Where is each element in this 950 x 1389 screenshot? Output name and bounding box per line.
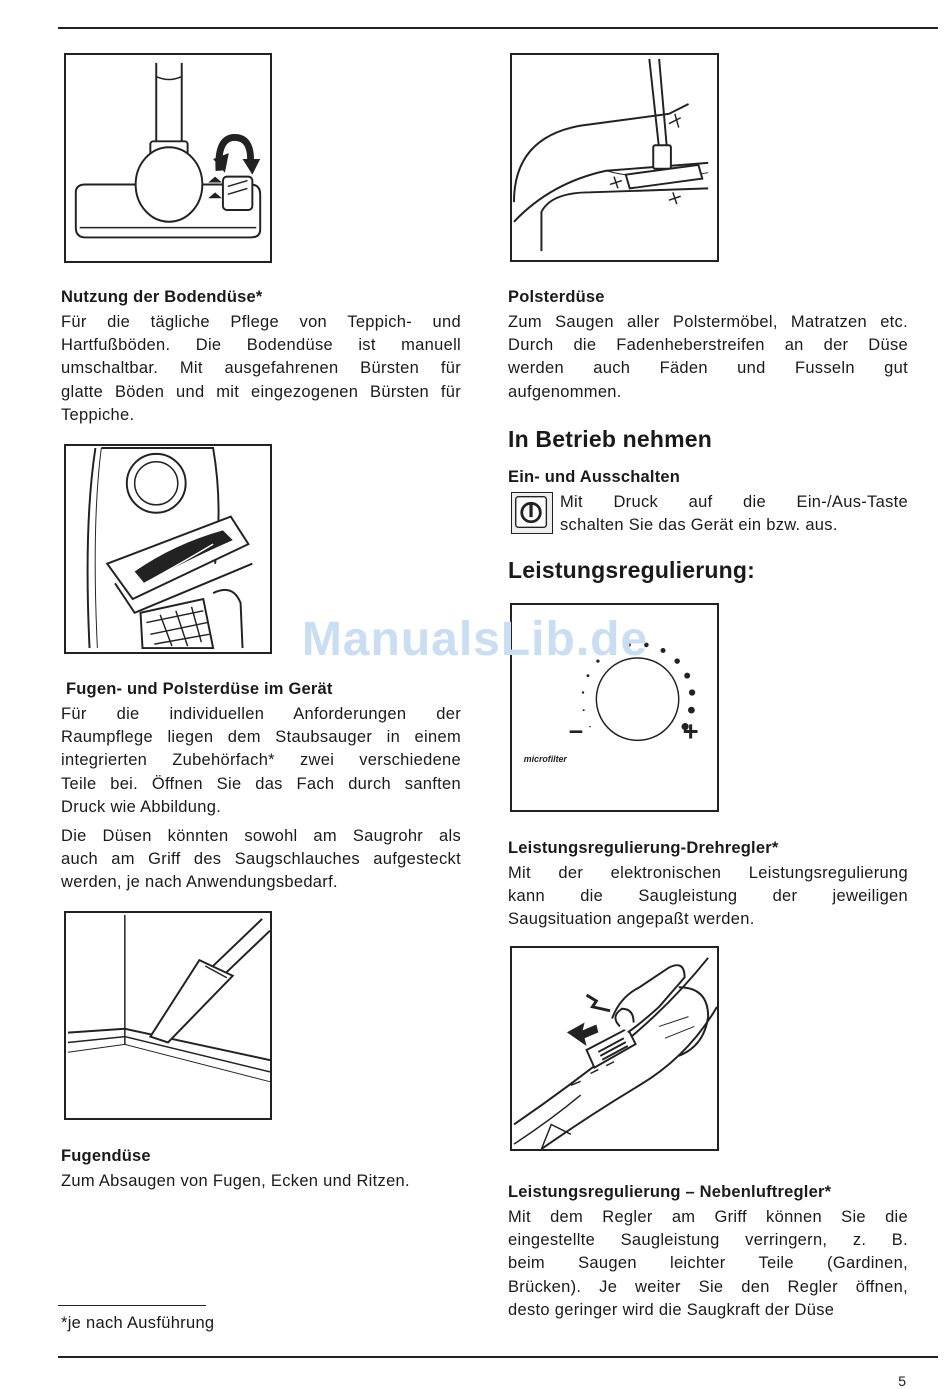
dial-heading: Leistungsregulierung-Drehregler* bbox=[508, 839, 779, 857]
text-line: Für die individuellen Anforderungen der bbox=[61, 705, 461, 723]
crevice-heading: Fugendüse bbox=[61, 1147, 151, 1165]
handle-regulator-illustration bbox=[510, 946, 719, 1151]
text-line: auch am Griff des Saugschlauches aufgesteckt bbox=[61, 850, 461, 869]
text-line: Für die tägliche Pflege von Teppich- und bbox=[61, 313, 461, 331]
power-switch-text bbox=[560, 491, 908, 537]
text-line: aufgenommen. bbox=[508, 382, 622, 401]
power-icon bbox=[511, 492, 553, 534]
dial-dot bbox=[684, 673, 690, 679]
dial-dot bbox=[582, 691, 584, 693]
bottom-rule bbox=[58, 1356, 938, 1358]
text-line: integrierten Zubehörfach* zwei verschiedene bbox=[61, 751, 461, 770]
text-line: Teppiche. bbox=[61, 405, 135, 424]
text-line: kann die Saugleistung der jeweiligen bbox=[508, 887, 908, 906]
text-line: werden, je nach Anwendungsbedarf. bbox=[61, 873, 338, 892]
dial-dot bbox=[688, 707, 695, 714]
floor-nozzle-drawing bbox=[66, 55, 270, 261]
text-line: Saugsituation angepaßt werden. bbox=[508, 910, 755, 929]
floor-nozzle-heading: Nutzung der Bodendüse* bbox=[61, 288, 263, 306]
crevice-text bbox=[61, 1170, 461, 1193]
accessory-text bbox=[61, 703, 461, 819]
dial-dot bbox=[583, 709, 585, 711]
upholstery-heading: Polsterdüse bbox=[508, 288, 605, 306]
text-line: Druck wie Abbildung. bbox=[61, 797, 222, 816]
microfilter-logo: microfilter bbox=[523, 753, 567, 764]
upholstery-nozzle-illustration bbox=[510, 53, 719, 262]
text-line: Raumpflege liegen dem Staubsauger in einem bbox=[61, 728, 461, 747]
text-line: beim Saugen leichter Teile (Gardinen, bbox=[508, 1254, 908, 1273]
watermark: ManualsLib.de bbox=[301, 613, 649, 666]
dial-dot bbox=[586, 674, 589, 677]
power-switch-heading: Ein- und Ausschalten bbox=[508, 468, 681, 486]
section-heading-leistung: Leistungsregulierung: bbox=[508, 557, 755, 583]
dial-text bbox=[508, 862, 908, 932]
text-line: Die Düsen könnten sowohl am Saugrohr als bbox=[61, 827, 461, 845]
text-line: glatte Böden und mit eingezogenen Bürsten für bbox=[61, 382, 461, 401]
handle-regulator-drawing bbox=[512, 948, 717, 1149]
text-line: Brücken). Je weiter Sie den Regler öffnen, bbox=[508, 1277, 908, 1296]
dial-minus-label: – bbox=[568, 716, 584, 745]
text-line: desto geringer wird die Saugkraft der Düse bbox=[508, 1300, 835, 1319]
text-line: Teile bei. Öffnen Sie das Fach durch sanften bbox=[61, 774, 461, 793]
text-line: Durch die Fadenheberstreifen an der Düse bbox=[508, 336, 908, 355]
page-number: 5 bbox=[898, 1373, 906, 1389]
dial-dot bbox=[689, 689, 695, 695]
accessory-heading: Fugen- und Polsterdüse im Gerät bbox=[66, 680, 333, 698]
text-line: Mit der elektronischen Leistungsregulierung bbox=[508, 864, 908, 882]
floor-nozzle-illustration bbox=[64, 53, 272, 263]
text-line: werden auch Fäden und Fusseln gut bbox=[508, 359, 908, 378]
text-line: Mit Druck auf die Ein-/Aus-Taste bbox=[560, 493, 908, 511]
text-line: Mit dem Regler am Griff können Sie die bbox=[508, 1208, 908, 1226]
crevice-nozzle-illustration bbox=[64, 911, 272, 1120]
dial-plus-label: + bbox=[682, 715, 699, 747]
bypass-text bbox=[508, 1206, 908, 1322]
text-line: Hartfußböden. Die Bodendüse ist manuell bbox=[61, 336, 461, 355]
top-rule bbox=[58, 27, 938, 29]
crevice-nozzle-drawing bbox=[66, 913, 270, 1118]
footnote-rule bbox=[58, 1305, 206, 1306]
text-line: schalten Sie das Gerät ein bzw. aus. bbox=[560, 516, 838, 535]
dial-dot bbox=[589, 726, 591, 728]
accessory-text-2 bbox=[61, 825, 461, 895]
text-line: umschaltbar. Mit ausgefahrenen Bürsten für bbox=[61, 359, 461, 378]
upholstery-text bbox=[508, 311, 908, 404]
footnote: *je nach Ausführung bbox=[61, 1314, 215, 1332]
text-line: Zum Saugen aller Polstermöbel, Matratzen etc. bbox=[508, 313, 908, 331]
floor-nozzle-text bbox=[61, 311, 461, 427]
text-line: eingestellte Saugleistung verringern, z. B. bbox=[508, 1231, 908, 1250]
upholstery-nozzle-drawing bbox=[512, 55, 717, 260]
bypass-heading: Leistungsregulierung – Nebenluftregler* bbox=[508, 1183, 832, 1201]
section-heading-betrieb: In Betrieb nehmen bbox=[508, 426, 713, 452]
text-line: Zum Absaugen von Fugen, Ecken und Ritzen. bbox=[61, 1172, 410, 1190]
